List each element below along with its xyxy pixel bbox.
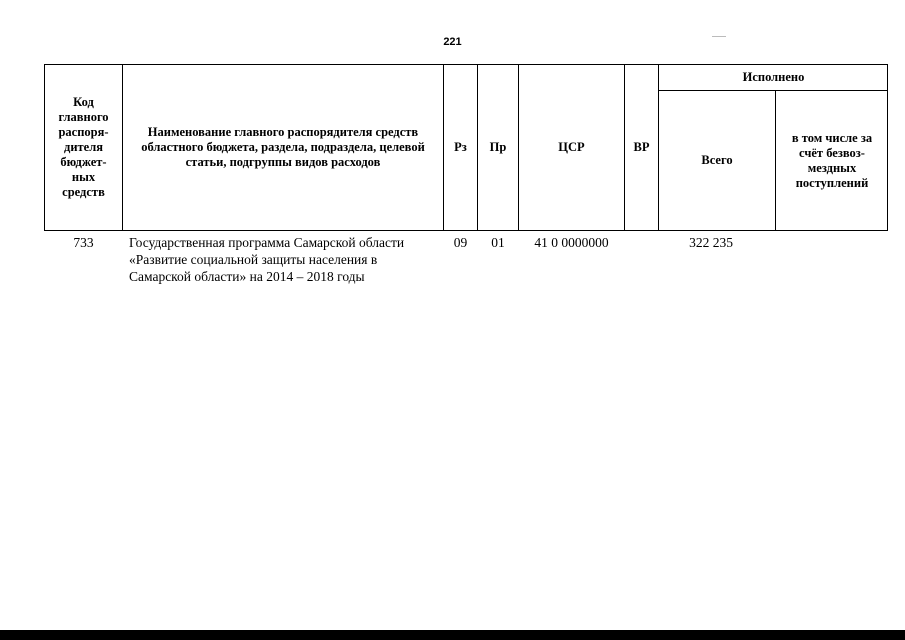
header-pr: [478, 65, 518, 230]
header-total-label: Всего: [701, 153, 733, 167]
header-code-label: Код главного распоря-дителя бюджет-ных средств: [58, 95, 109, 199]
header-gratuitous: [776, 91, 888, 230]
header-executed: [659, 65, 888, 90]
header-gratuitous-label: в том числе за счёт безвоз-мездных поступлений: [791, 130, 873, 190]
header-name-label: Наименование главного распорядителя средств областного бюджета, раздела, подраздела, целевой статьи, подгруппы видов расходов: [141, 125, 425, 169]
header-vr: [625, 65, 658, 230]
row-name: Государственная программа Самарской области «Развитие социальной защиты населения в Самарской области» на 2014 – 2018 годы: [129, 235, 405, 284]
row-code: 733: [73, 235, 94, 250]
header-executed-label: Исполнено: [742, 70, 805, 84]
row-rz: 09: [453, 235, 468, 250]
header-pr-label: Пр: [489, 140, 507, 154]
header-vr-label: ВР: [633, 140, 650, 154]
header-csr: [519, 65, 624, 230]
header-rz-label: Рз: [454, 140, 467, 154]
header-code: [45, 65, 122, 230]
row-total: 322 235: [689, 235, 733, 250]
header-total: [659, 91, 775, 230]
page-number: 221: [443, 36, 462, 48]
header-name: [123, 65, 443, 230]
header-csr-label: ЦСР: [558, 140, 585, 154]
scan-mark: [712, 36, 726, 37]
row-pr: 01: [491, 235, 505, 250]
bottom-edge: [0, 630, 905, 640]
row-csr: 41 0 0000000: [534, 235, 609, 250]
header-rz: [444, 65, 477, 230]
